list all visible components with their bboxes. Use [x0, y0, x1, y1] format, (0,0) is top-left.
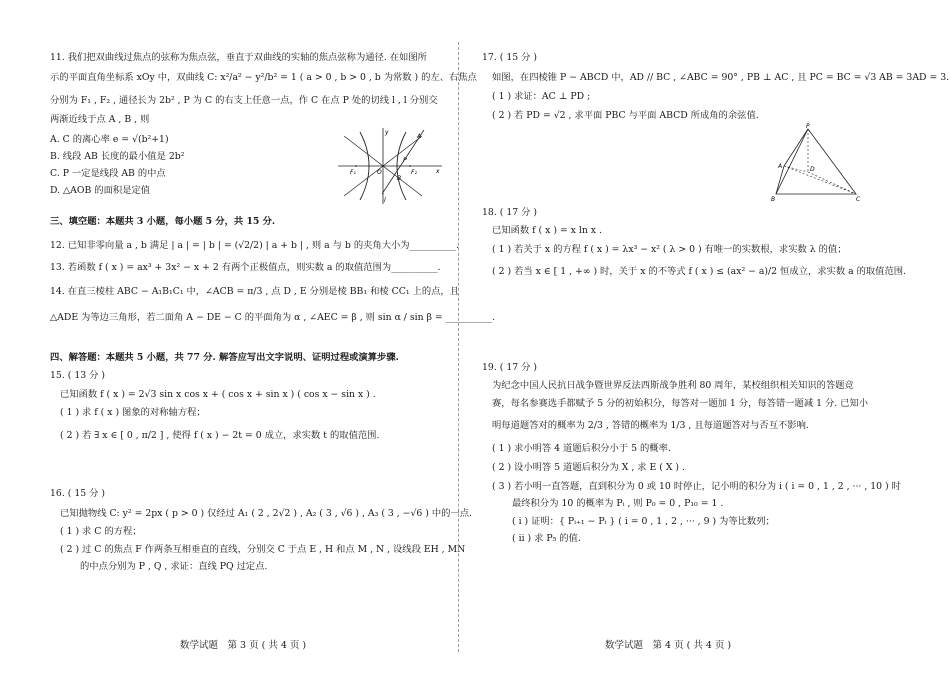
fig11-label-l: l	[384, 197, 386, 204]
fig17-label-d: D	[810, 166, 815, 173]
fig17-label-c: C	[856, 196, 861, 203]
q18-line-3: ( 2 ) 若当 x ∈ [ 1 , +∞ ) 时，关于 x 的不等式 f ( x ) ≤ (ax² − a)/2 恒成立，求实数 a 的取值范围.	[492, 266, 907, 277]
q19-line-6: ( 3 ) 若小明一直答题，直到积分为 0 或 10 时停止，记小明的积分为 i ( i = 0 , 1 , 2 , ··· , 10 ) 时	[492, 481, 901, 492]
fig17-label-b: B	[771, 196, 776, 203]
q13: 13. 若函数 f ( x ) = ax³ + 3x² − x + 2 有两个正极值点，则实数 a 的取值范围为__________.	[50, 262, 441, 273]
q11-option-b: B. 线段 AB 长度的最小值是 2b²	[50, 151, 185, 162]
q19-line-4: ( 1 ) 求小明答 4 道题后积分小于 5 的概率.	[492, 443, 671, 454]
q15-line-1: 已知函数 f ( x ) = 2√3 sin x cos x + ( cos x + sin x ) ( cos x − sin x ) .	[60, 389, 376, 400]
q17-line-1: 如图，在四棱锥 P − ABCD 中，AD // BC , ∠ABC = 90° , PB ⊥ AC , 且 PC = BC = √3 AB = 3AD = 3.	[492, 72, 950, 83]
q17-header: 17. ( 15 分 )	[482, 52, 537, 63]
q18-line-2: ( 1 ) 若关于 x 的方程 f ( x ) = λx³ − x² ( λ > 0 ) 有唯一的实数根，求实数 λ 的值；	[492, 244, 847, 255]
q11-option-c: C. P 一定是线段 AB 的中点	[50, 168, 166, 179]
q11-line-1: 11. 我们把双曲线过焦点的弦称为焦点弦，垂直于双曲线的实轴的焦点弦称为通径. 在如图所	[50, 52, 427, 63]
fig11-label-x: x	[436, 168, 440, 175]
q19-line-9: ( ⅱ ) 求 P₅ 的值.	[512, 533, 581, 544]
section-3-title: 三、填空题：本题共 3 小题，每小题 5 分，共 15 分.	[50, 216, 276, 227]
q16-line-4: 的中点分别为 P , Q , 求证：直线 PQ 过定点.	[80, 561, 268, 572]
q17-line-3: ( 2 ) 若 PD = √2 , 求平面 PBC 与平面 ABCD 所成角的余弦值.	[492, 110, 759, 121]
fig11-label-f1: F₁	[350, 169, 356, 176]
q19-line-1: 为纪念中国人民抗日战争暨世界反法西斯战争胜利 80 周年，某校组织相关知识的答题竞	[492, 380, 854, 391]
fig11-label-a: A	[417, 133, 422, 140]
hyperbola-figure	[338, 126, 443, 206]
q16-line-2: ( 1 ) 求 C 的方程；	[60, 526, 142, 537]
fig17-label-a: A	[778, 163, 783, 170]
q11-line-4: 两渐近线于点 A , B , 则	[50, 114, 150, 125]
q18-header: 18. ( 17 分 )	[482, 207, 537, 218]
q15-line-3: ( 2 ) 若 ∃ x ∈ [ 0 , π/2 ] , 使得 f ( x ) − 2t = 0 成立，求实数 t 的取值范围.	[60, 430, 380, 441]
q14-line-1: 14. 在直三棱柱 ABC − A₁B₁C₁ 中，∠ACB = π/3 , 点 D , E 分别是棱 BB₁ 和棱 CC₁ 上的点，且	[50, 286, 460, 297]
q19-line-3: 明每道题答对的概率为 2/3 , 答错的概率为 1/3 , 且每道题答对与否互不影响.	[492, 420, 809, 431]
q11-line-2: 示的平面直角坐标系 xOy 中，双曲线 C: x²/a² − y²/b² = 1 ( a > 0 , b > 0 , b 为常数 ) 的左、右焦点	[50, 72, 477, 83]
fig17-label-p: P	[806, 123, 810, 130]
q16-line-1: 已知抛物线 C: y² = 2px ( p > 0 ) 仅经过 A₁ ( 2 , 2√2 ) , A₂ ( 3 , √6 ) , A₃ ( 3 , −√6 ) 中的一点.	[60, 508, 472, 519]
section-4-title: 四、解答题：本题共 5 小题，共 77 分. 解答应写出文字说明、证明过程或演算步骤.	[50, 352, 399, 363]
fig11-label-y: y	[385, 129, 389, 136]
fig11-label-o: O	[377, 169, 382, 176]
left-footer: 数学试题 第 3 页 ( 共 4 页 )	[180, 640, 307, 651]
q14-line-2: △ADE 为等边三角形，若二面角 A − DE − C 的平面角为 α , ∠AEC = β , 则 sin α / sin β = __________.	[50, 312, 496, 323]
pyramid-figure	[770, 122, 865, 204]
q11-line-3: 分别为 F₁ , F₂ , 通径长为 2b² , P 为 C 的右支上任意一点，作 C 在点 P 处的切线 l , l 分别交	[50, 95, 438, 106]
q15-header: 15. ( 13 分 )	[50, 370, 105, 381]
q11-option-d: D. △AOB 的面积是定值	[50, 185, 151, 196]
q17-line-2: ( 1 ) 求证：AC ⊥ PD ;	[492, 91, 591, 102]
q18-line-1: 已知函数 f ( x ) = x ln x .	[492, 225, 602, 236]
q19-line-7: 最终积分为 10 的概率为 Pᵢ , 则 P₀ = 0 , P₁₀ = 1 .	[512, 498, 724, 509]
page-divider	[458, 42, 459, 652]
fig11-label-p: P	[403, 157, 407, 164]
q16-line-3: ( 2 ) 过 C 的焦点 F 作两条互相垂直的直线，分别交 C 于点 E , H 和点 M , N , 设线段 EH , MN	[60, 544, 466, 555]
q19-line-2: 赛，每名参赛选手都赋予 5 分的初始积分，每答对一题加 1 分，每答错一题减 1 分. 已知小	[492, 398, 869, 409]
q19-line-8: ( ⅰ ) 证明：{ Pᵢ₊₁ − Pᵢ } ( i = 0 , 1 , 2 , ··· , 9 ) 为等比数列；	[512, 516, 775, 527]
q16-header: 16. ( 15 分 )	[50, 488, 105, 499]
q19-header: 19. ( 17 分 )	[482, 362, 537, 373]
q11-option-a: A. C 的离心率 e = √(b²+1)	[50, 134, 169, 145]
q19-line-5: ( 2 ) 设小明答 5 道题后积分为 X , 求 E ( X ) .	[492, 462, 685, 473]
q12: 12. 已知非零向量 a , b 满足 | a | = | b | = (√2/2) | a + b | , 则 a 与 b 的夹角大小为__________.	[50, 240, 460, 251]
q15-line-2: ( 1 ) 求 f ( x ) 图象的对称轴方程；	[60, 407, 206, 418]
fig11-label-b: B	[397, 175, 402, 182]
right-footer: 数学试题 第 4 页 ( 共 4 页 )	[605, 640, 732, 651]
fig11-label-f2: F₂	[411, 169, 417, 176]
